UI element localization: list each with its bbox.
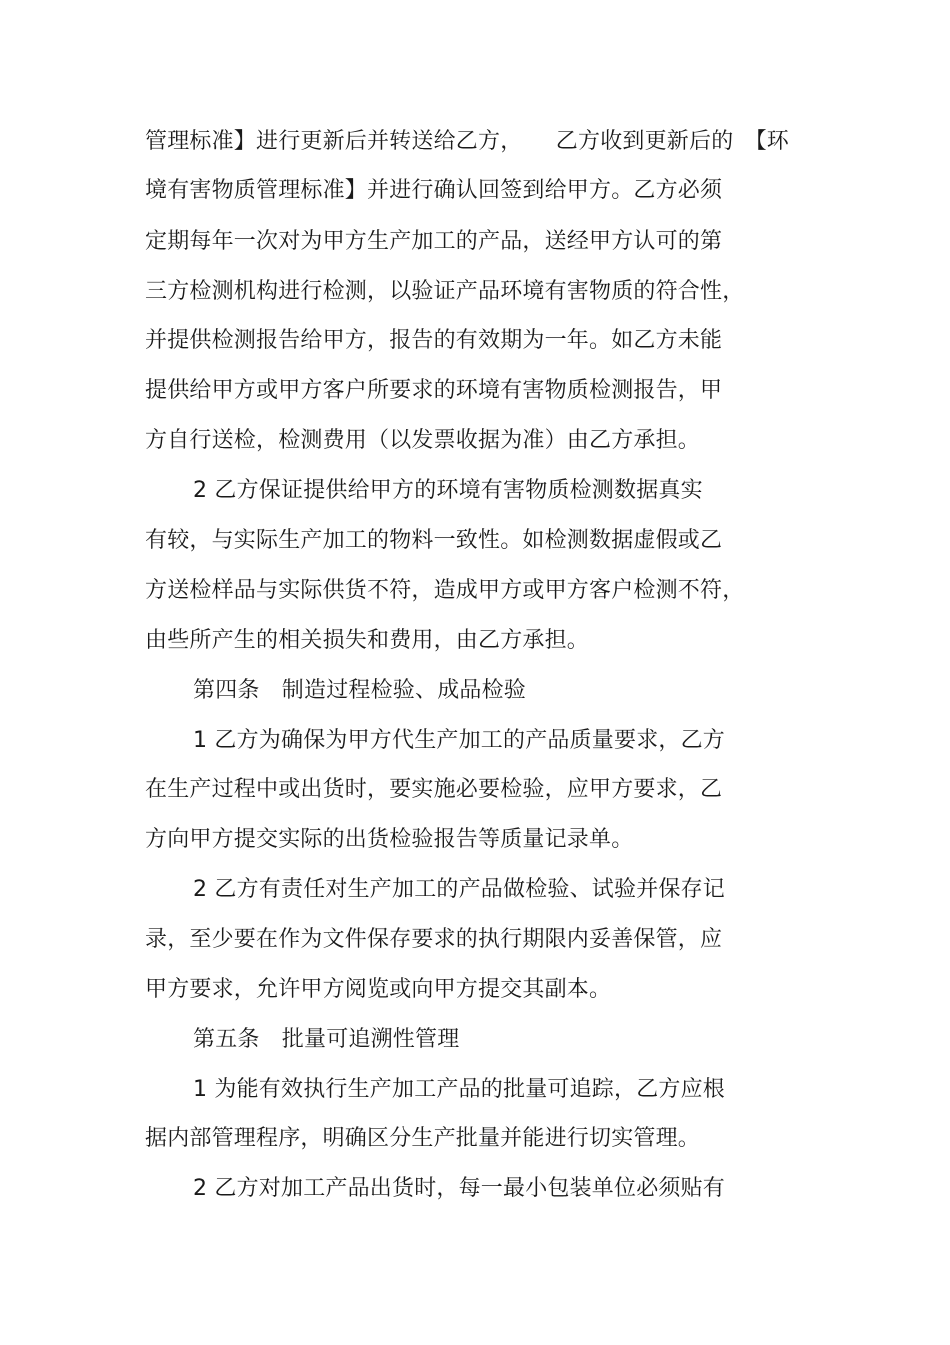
paragraph-line: 录，至少要在作为文件保存要求的执行期限内妥善保管，应 [145, 927, 723, 952]
paragraph-line: 管理标准】进行更新后并转送给乙方， 乙方收到更新后的 【环 [145, 129, 790, 154]
clause-item: 1 乙方为确保为甲方代生产加工的产品质量要求，乙方 [193, 728, 725, 753]
paragraph-line: 据内部管理程序，明确区分生产批量并能进行切实管理。 [145, 1126, 701, 1151]
paragraph-line: 有较，与实际生产加工的物料一致性。如检测数据虚假或乙 [145, 528, 723, 553]
clause-item: 2 乙方有责任对生产加工的产品做检验、试验并保存记 [193, 877, 725, 902]
paragraph-line: 方向甲方提交实际的出货检验报告等质量记录单。 [145, 827, 634, 852]
clause-item: 1 为能有效执行生产加工产品的批量可追踪，乙方应根 [193, 1077, 725, 1102]
paragraph-line: 定期每年一次对为甲方生产加工的产品，送经甲方认可的第 [145, 229, 723, 254]
paragraph-line: 并提供检测报告给甲方，报告的有效期为一年。如乙方未能 [145, 328, 723, 353]
paragraph-line: 由些所产生的相关损失和费用，由乙方承担。 [145, 628, 590, 653]
paragraph-line: 在生产过程中或出货时，要实施必要检验，应甲方要求，乙 [145, 777, 723, 802]
paragraph-line: 方送检样品与实际供货不符，造成甲方或甲方客户检测不符， [145, 578, 745, 603]
paragraph-line: 方自行送检，检测费用（以发票收据为准）由乙方承担。 [145, 428, 701, 453]
clause-item: 2 乙方保证提供给甲方的环境有害物质检测数据真实 [193, 478, 703, 503]
paragraph-line: 提供给甲方或甲方客户所要求的环境有害物质检测报告，甲 [145, 378, 723, 403]
clause-item: 2 乙方对加工产品出货时，每一最小包装单位必须贴有 [193, 1176, 725, 1201]
paragraph-line: 境有害物质管理标准】并进行确认回签到给甲方。乙方必须 [145, 178, 723, 203]
article-heading: 第四条 制造过程检验、成品检验 [193, 678, 527, 703]
paragraph-line: 三方检测机构进行检测，以验证产品环境有害物质的符合性， [145, 279, 745, 304]
paragraph-line: 甲方要求，允许甲方阅览或向甲方提交其副本。 [145, 977, 612, 1002]
article-heading: 第五条 批量可追溯性管理 [193, 1027, 460, 1052]
